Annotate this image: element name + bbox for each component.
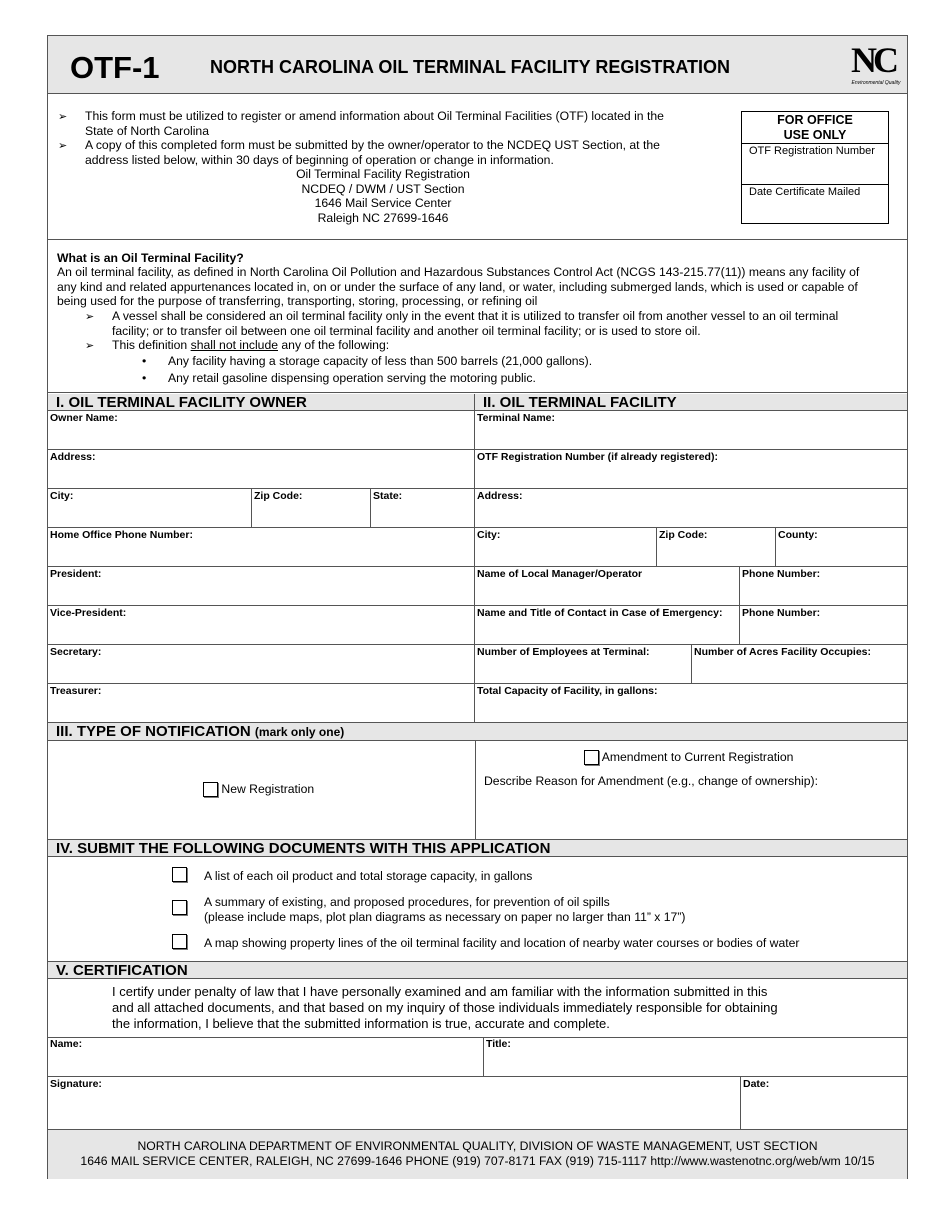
vessel-bullet bbox=[112, 309, 838, 338]
emergency-phone-field[interactable]: Phone Number: bbox=[740, 606, 907, 645]
doc3-checkbox[interactable] bbox=[172, 934, 187, 949]
exclusion-pre: This definition bbox=[112, 338, 191, 352]
cert-title-field[interactable]: Title: bbox=[484, 1037, 907, 1077]
vessel-line2: facility; or to transfer oil between one oil terminal facility and another oil terminal facility; or is used to store oil. bbox=[112, 323, 701, 338]
amendment-reason-label: Describe Reason for Amendment (e.g., change of ownership): bbox=[484, 774, 818, 788]
doc1-label: A list of each oil product and total storage capacity, in gallons bbox=[204, 869, 533, 883]
section-3-header bbox=[48, 723, 907, 741]
president-field[interactable]: President: bbox=[48, 567, 475, 606]
emergency-contact-field[interactable]: Name and Title of Contact in Case of Emergency: bbox=[475, 606, 740, 645]
intro-section bbox=[48, 95, 907, 240]
otf-registration-number-field[interactable]: OTF Registration Number (if already registered): bbox=[475, 450, 907, 489]
terminal-county-field[interactable]: County: bbox=[776, 528, 907, 567]
intro-bullet-1-line2: State of North Carolina bbox=[85, 123, 209, 138]
office-use-title-line1: FOR OFFICE bbox=[777, 113, 853, 127]
employees-field[interactable]: Number of Employees at Terminal: bbox=[475, 645, 692, 684]
form-id: OTF-1 bbox=[70, 50, 160, 85]
definition-paragraph bbox=[57, 265, 859, 309]
owner-state-field[interactable]: State: bbox=[371, 489, 475, 528]
doc2-line2: (please include maps, plot plan diagrams as necessary on paper no larger than 11” x 17”) bbox=[204, 909, 686, 924]
amendment-option[interactable] bbox=[584, 750, 793, 765]
intro-bullet-2-line2: address listed below, within 30 days of beginning of operation or change in information. bbox=[85, 152, 554, 167]
logo-letters: NC bbox=[851, 40, 895, 80]
footer-line2: 1646 MAIL SERVICE CENTER, RALEIGH, NC 27699-1646 PHONE (919) 707-8171 FAX (919) 715-1117 http://www.wastenotnc.org/web/wm 10/15 bbox=[80, 1153, 875, 1168]
otf-registration-number-label: OTF Registration Number bbox=[749, 145, 875, 157]
cert-line: I certify under penalty of law that I have personally examined and am familiar with the information submitted in this bbox=[112, 984, 768, 999]
manager-phone-field[interactable]: Phone Number: bbox=[740, 567, 907, 606]
owner-zip-field[interactable]: Zip Code: bbox=[252, 489, 371, 528]
doc3-checkbox-wrap[interactable] bbox=[172, 934, 187, 949]
signature-field[interactable]: Signature: bbox=[48, 1077, 741, 1130]
amendment-checkbox[interactable] bbox=[584, 750, 599, 765]
doc2-checkbox[interactable] bbox=[172, 900, 187, 915]
arrow-bullet-icon: ➢ bbox=[85, 311, 95, 323]
footer-line1: NORTH CAROLINA DEPARTMENT OF ENVIRONMENTAL QUALITY, DIVISION OF WASTE MANAGEMENT, UST SECTION bbox=[137, 1139, 818, 1153]
page-footer bbox=[48, 1130, 907, 1179]
exclusion-post: any of the following: bbox=[278, 338, 390, 352]
secretary-field[interactable]: Secretary: bbox=[48, 645, 475, 684]
form-page bbox=[47, 35, 908, 1179]
arrow-bullet-icon: ➢ bbox=[85, 340, 95, 352]
exclusion-underline: shall not include bbox=[190, 338, 278, 352]
definition-line: any kind and related appurtenances located in, on or under the surface of any land, or water, including submerged lands, which is used or capable of bbox=[57, 279, 858, 294]
intro-bullet-1-line1: This form must be utilized to register or amend information about Oil Terminal Facilities (OTF) located in the bbox=[85, 109, 664, 123]
section-1-header: I. OIL TERMINAL FACILITY OWNER bbox=[48, 394, 475, 411]
intro-bullet-1 bbox=[85, 109, 664, 138]
section-3-subtitle: (mark only one) bbox=[254, 725, 345, 739]
total-capacity-field[interactable]: Total Capacity of Facility, in gallons: bbox=[475, 684, 907, 723]
owner-city-field[interactable]: City: bbox=[48, 489, 252, 528]
doc1-checkbox[interactable] bbox=[172, 867, 187, 882]
address-line: 1646 Mail Service Center bbox=[314, 196, 452, 210]
address-line: Raleigh NC 27699-1646 bbox=[317, 210, 449, 225]
new-registration-option[interactable] bbox=[203, 782, 314, 797]
date-field[interactable]: Date: bbox=[741, 1077, 907, 1130]
address-line: NCDEQ / DWM / UST Section bbox=[301, 181, 465, 196]
terminal-name-field[interactable]: Terminal Name: bbox=[475, 411, 907, 450]
office-use-title bbox=[742, 112, 888, 142]
local-manager-field[interactable]: Name of Local Manager/Operator bbox=[475, 567, 740, 606]
intro-bullet-2 bbox=[85, 138, 660, 167]
section-2-header: II. OIL TERMINAL FACILITY bbox=[475, 394, 907, 411]
section-4-header: IV. SUBMIT THE FOLLOWING DOCUMENTS WITH THIS APPLICATION bbox=[48, 839, 907, 857]
new-registration-checkbox[interactable] bbox=[203, 782, 218, 797]
doc1-checkbox-wrap[interactable] bbox=[172, 867, 187, 882]
mailing-address bbox=[288, 167, 478, 225]
definition-line: An oil terminal facility, as defined in North Carolina Oil Pollution and Hazardous Substances Control Act (NCGS 143-215.77(11)) means any facility of bbox=[57, 265, 860, 279]
arrow-bullet-icon: ➢ bbox=[58, 140, 68, 152]
vessel-line1: A vessel shall be considered an oil terminal facility only in the event that it is utilized to transfer oil from another vessel to an oil terminal bbox=[112, 309, 839, 323]
terminal-zip-field[interactable]: Zip Code: bbox=[657, 528, 776, 567]
office-use-box bbox=[741, 111, 889, 224]
terminal-address-field[interactable]: Address: bbox=[475, 489, 907, 528]
new-registration-label: New Registration bbox=[221, 782, 315, 796]
address-line: Oil Terminal Facility Registration bbox=[296, 167, 470, 181]
definition-heading: What is an Oil Terminal Facility? bbox=[57, 251, 244, 265]
terminal-city-field[interactable]: City: bbox=[475, 528, 657, 567]
logo-tagline: Environmental Quality bbox=[851, 80, 901, 86]
arrow-bullet-icon: ➢ bbox=[58, 111, 68, 123]
cert-name-field[interactable]: Name: bbox=[48, 1037, 484, 1077]
intro-bullet-2-line1: A copy of this completed form must be submitted by the owner/operator to the NCDEQ UST Section, at the bbox=[85, 138, 660, 152]
office-use-title-line2: USE ONLY bbox=[783, 127, 847, 142]
date-certificate-mailed-label: Date Certificate Mailed bbox=[749, 185, 861, 198]
dot-bullet-icon: • bbox=[142, 371, 147, 385]
doc2-label bbox=[204, 895, 685, 924]
section-5-header: V. CERTIFICATION bbox=[48, 961, 907, 979]
definition-line: being used for the purpose of transferring, transporting, storing, processing, or refining oil bbox=[57, 294, 538, 309]
vice-president-field[interactable]: Vice-President: bbox=[48, 606, 475, 645]
exclusion-bullet bbox=[112, 338, 389, 353]
doc3-label: A map showing property lines of the oil terminal facility and location of nearby water courses or bodies of water bbox=[204, 936, 800, 950]
certification-text bbox=[112, 984, 778, 1032]
cert-line: the information, I believe that the submitted information is true, accurate and complete. bbox=[112, 1016, 610, 1031]
definition-section bbox=[48, 241, 907, 393]
treasurer-field[interactable]: Treasurer: bbox=[48, 684, 475, 723]
doc2-checkbox-wrap[interactable] bbox=[172, 900, 187, 915]
ncdeq-logo bbox=[851, 41, 901, 91]
doc2-line1: A summary of existing, and proposed procedures, for prevention of oil spills bbox=[204, 895, 610, 909]
dot-bullet-icon: • bbox=[142, 354, 147, 368]
owner-name-field[interactable]: Owner Name: bbox=[48, 411, 475, 450]
amendment-label: Amendment to Current Registration bbox=[601, 750, 794, 764]
home-office-phone-field[interactable]: Home Office Phone Number: bbox=[48, 528, 475, 567]
cert-line: and all attached documents, and that based on my inquiry of those individuals immediately responsible for obtaining bbox=[112, 1000, 778, 1015]
acres-field[interactable]: Number of Acres Facility Occupies: bbox=[692, 645, 907, 684]
exclusion-item: Any retail gasoline dispensing operation serving the motoring public. bbox=[168, 371, 536, 385]
exclusion-item: Any facility having a storage capacity of less than 500 barrels (21,000 gallons). bbox=[168, 354, 593, 368]
form-title: NORTH CAROLINA OIL TERMINAL FACILITY REGISTRATION bbox=[210, 57, 730, 77]
form-header bbox=[48, 36, 907, 94]
owner-address-field[interactable]: Address: bbox=[48, 450, 475, 489]
section-3-title: III. TYPE OF NOTIFICATION bbox=[56, 723, 251, 740]
